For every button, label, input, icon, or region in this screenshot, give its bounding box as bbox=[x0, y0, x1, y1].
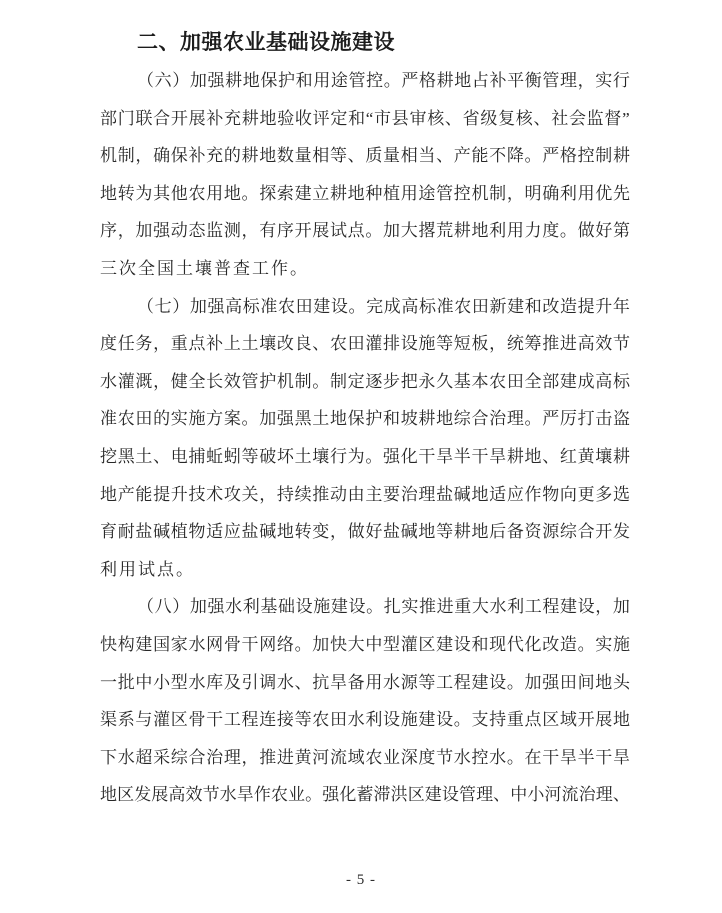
text-line: 部 门 联 合 开 展 补 充 耕 地 验 收 评 定 和 “ 市 县 审 核 、 省 级 复 核 、 社 会 监 督 ” bbox=[100, 108, 630, 128]
text-line: 三次全国土壤普查工作。 bbox=[100, 258, 309, 278]
text-line: （ 六 ） 加 强 耕 地 保 护 和 用 途 管 控 。 严 格 耕 地 占 补 平 衡 管 理 ， 实 行 bbox=[137, 71, 630, 90]
text-line: 利用试点。 bbox=[100, 559, 195, 579]
text-line: 育 耐 盐 碱 植 物 适 应 盐 碱 地 转 变 ， 做 好 盐 碱 地 等 耕 地 后 备 资 源 综 合 开 发 bbox=[100, 522, 630, 542]
text-line: 一 批 中 小 型 水 库 及 引 调 水 、 抗 旱 备 用 水 源 等 工 程 建 设 。 加 强 田 间 地 头 bbox=[100, 672, 630, 692]
text-line: 快 构 建 国 家 水 网 骨 干 网 络 。 加 快 大 中 型 灌 区 建 设 和 现 代 化 改 造 。 实 施 bbox=[100, 634, 630, 654]
document-body bbox=[100, 62, 630, 814]
paragraph bbox=[100, 288, 630, 589]
text-line: 地 转 为 其 他 农 用 地 。 探 索 建 立 耕 地 种 植 用 途 管 控 机 制 ， 明 确 利 用 优 先 bbox=[100, 183, 630, 203]
text-line: 序 ， 加 强 动 态 监 测 ， 有 序 开 展 试 点 。 加 大 撂 荒 耕 地 利 用 力 度 。 做 好 第 bbox=[100, 221, 630, 241]
text-line: 下 水 超 采 综 合 治 理 ， 推 进 黄 河 流 域 农 业 深 度 节 水 控 水 。 在 干 旱 半 干 旱 bbox=[100, 747, 630, 767]
text-line: 水 灌 溉 ， 健 全 长 效 管 护 机 制 。 制 定 逐 步 把 永 久 基 本 农 田 全 部 建 成 高 标 bbox=[100, 371, 630, 391]
text-line: 地 区 发 展 高 效 节 水 旱 作 农 业 。 强 化 蓄 滞 洪 区 建 设 管 理 、 中 小 河 流 治 理 、 bbox=[100, 785, 630, 805]
paragraph bbox=[100, 62, 630, 288]
text-line: （ 八 ） 加 强 水 利 基 础 设 施 建 设 。 扎 实 推 进 重 大 水 利 工 程 建 设 ， 加 bbox=[137, 597, 630, 617]
paragraph bbox=[100, 588, 630, 814]
document-content bbox=[100, 22, 630, 814]
text-line: 挖 黑 土 、 电 捕 蚯 蚓 等 破 坏 土 壤 行 为 。 强 化 干 旱 半 干 旱 耕 地 、 红 黄 壤 耕 bbox=[100, 446, 630, 466]
text-line: 渠 系 与 灌 区 骨 干 工 程 连 接 等 农 田 水 利 设 施 建 设 。 支 持 重 点 区 域 开 展 地 bbox=[100, 710, 630, 730]
text-line: 度 任 务 ， 重 点 补 上 土 壤 改 良 、 农 田 灌 排 设 施 等 短 板 ， 统 筹 推 进 高 效 节 bbox=[100, 334, 630, 354]
text-line: 机 制 ， 确 保 补 充 的 耕 地 数 量 相 等 、 质 量 相 当 、 产 能 不 降 。 严 格 控 制 耕 bbox=[100, 146, 630, 166]
text-line: （ 七 ） 加 强 高 标 准 农 田 建 设 。 完 成 高 标 准 农 田 新 建 和 改 造 提 升 年 bbox=[137, 296, 630, 316]
text-line: 地 产 能 提 升 技 术 攻 关 ， 持 续 推 动 由 主 要 治 理 盐 碱 地 适 应 作 物 向 更 多 选 bbox=[100, 484, 630, 504]
section-heading: 二、加强农业基础设施建设 bbox=[137, 30, 395, 54]
text-line: 准 农 田 的 实 施 方 案 。 加 强 黑 土 地 保 护 和 坡 耕 地 综 合 治 理 。 严 厉 打 击 盗 bbox=[100, 409, 630, 429]
page-number: - 5 - bbox=[346, 872, 376, 888]
